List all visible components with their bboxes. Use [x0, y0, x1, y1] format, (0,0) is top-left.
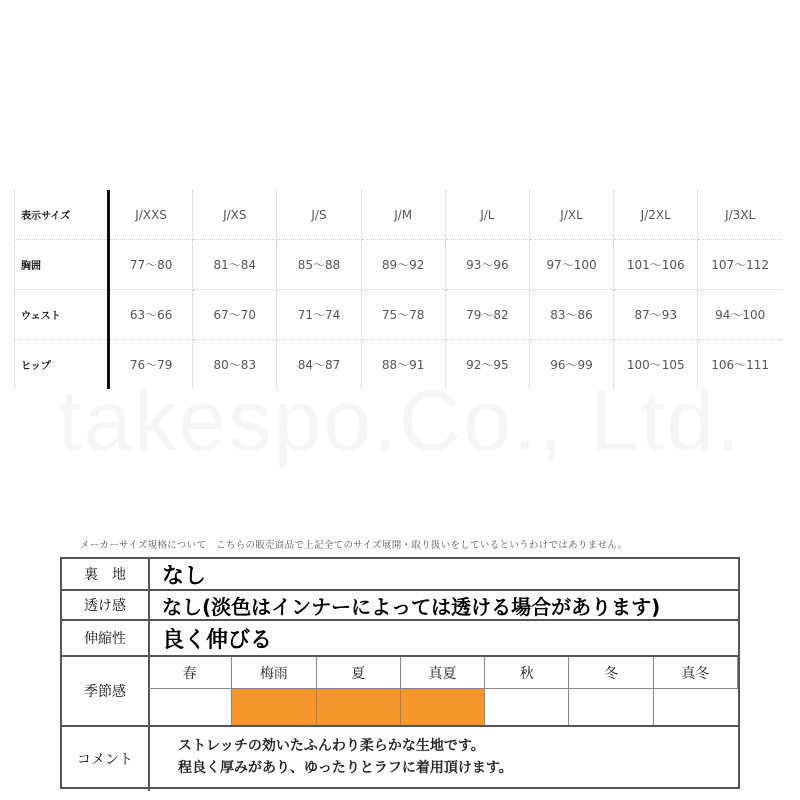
size-note: メーカーサイズ規格について こちらの販売商品で上記全てのサイズ展開・取り扱いをしているというわけではありません。: [80, 540, 628, 551]
table-cell: 94〜100: [698, 290, 782, 340]
comment-row: [62, 727, 738, 791]
size-header-row: [15, 190, 783, 240]
row-label-waist: ウェスト: [15, 290, 109, 340]
season-indicator: [569, 689, 653, 725]
table-cell: 96〜99: [529, 340, 613, 390]
table-cell: 77〜80: [109, 240, 193, 290]
table-cell: 63〜66: [109, 290, 193, 340]
season-name: 秋: [485, 657, 569, 689]
table-cell: 85〜88: [277, 240, 361, 290]
table-cell: 97〜100: [529, 240, 613, 290]
table-cell: 88〜91: [361, 340, 445, 390]
lining-row: [62, 559, 738, 591]
stretch-row: [62, 621, 738, 657]
comment-text: [178, 735, 513, 779]
size-label: J/2XL: [614, 190, 698, 240]
sheer-label: 透け感: [62, 591, 150, 619]
comment-line: ストレッチの効いたふんわり柔らかな生地です。: [178, 738, 485, 754]
season-indicator: [485, 689, 569, 725]
size-label: J/M: [361, 190, 445, 240]
table-cell: 75〜78: [361, 290, 445, 340]
table-cell: 81〜84: [193, 240, 277, 290]
lining-value: なし: [162, 563, 207, 589]
table-cell: 93〜96: [445, 240, 529, 290]
size-label: J/XS: [193, 190, 277, 240]
season-grid: [148, 657, 738, 725]
stretch-label: 伸縮性: [62, 621, 150, 655]
season-name: 春: [148, 657, 232, 689]
size-label: J/XXS: [109, 190, 193, 240]
table-cell: 83〜86: [529, 290, 613, 340]
table-cell: 79〜82: [445, 290, 529, 340]
season-label: 季節感: [62, 657, 150, 725]
season-name: 真夏: [401, 657, 485, 689]
table-cell: 92〜95: [445, 340, 529, 390]
season-name: 冬: [569, 657, 653, 689]
season-name: 夏: [317, 657, 401, 689]
season-indicator: [654, 689, 738, 725]
row-label-hip: ヒップ: [15, 340, 109, 390]
size-label: J/S: [277, 190, 361, 240]
season-indicator: [401, 689, 485, 725]
table-cell: 84〜87: [277, 340, 361, 390]
season-indicator: [148, 689, 232, 725]
season-indicator: [232, 689, 316, 725]
size-header-label: 表示サイズ: [15, 190, 109, 240]
table-cell: 89〜92: [361, 240, 445, 290]
season-name: 真冬: [654, 657, 738, 689]
comment-line: 程良く厚みがあり、ゆったりとラフに着用頂けます。: [178, 760, 513, 776]
size-label: J/L: [445, 190, 529, 240]
table-cell: 106〜111: [698, 340, 782, 390]
stretch-value: 良く伸びる: [162, 627, 273, 653]
spec-table: [60, 557, 740, 789]
lining-label: 裏 地: [62, 559, 150, 589]
season-indicator: [317, 689, 401, 725]
table-cell: 76〜79: [109, 340, 193, 390]
size-label: J/XL: [529, 190, 613, 240]
chest-row: [15, 240, 783, 290]
sheer-row: [62, 591, 738, 621]
comment-label: コメント: [62, 727, 150, 791]
size-table: [14, 190, 782, 389]
table-cell: 87〜93: [614, 290, 698, 340]
table-cell: 80〜83: [193, 340, 277, 390]
hip-row: [15, 340, 783, 390]
season-name: 梅雨: [232, 657, 316, 689]
row-label-chest: 胸囲: [15, 240, 109, 290]
season-row: [62, 657, 738, 727]
table-cell: 107〜112: [698, 240, 782, 290]
table-cell: 71〜74: [277, 290, 361, 340]
waist-row: [15, 290, 783, 340]
sheer-value: なし(淡色はインナーによっては透ける場合があります): [162, 594, 661, 619]
table-cell: 67〜70: [193, 290, 277, 340]
table-cell: 100〜105: [614, 340, 698, 390]
size-label: J/3XL: [698, 190, 782, 240]
table-cell: 101〜106: [614, 240, 698, 290]
watermark: takespo.Co., Ltd.: [57, 373, 743, 469]
